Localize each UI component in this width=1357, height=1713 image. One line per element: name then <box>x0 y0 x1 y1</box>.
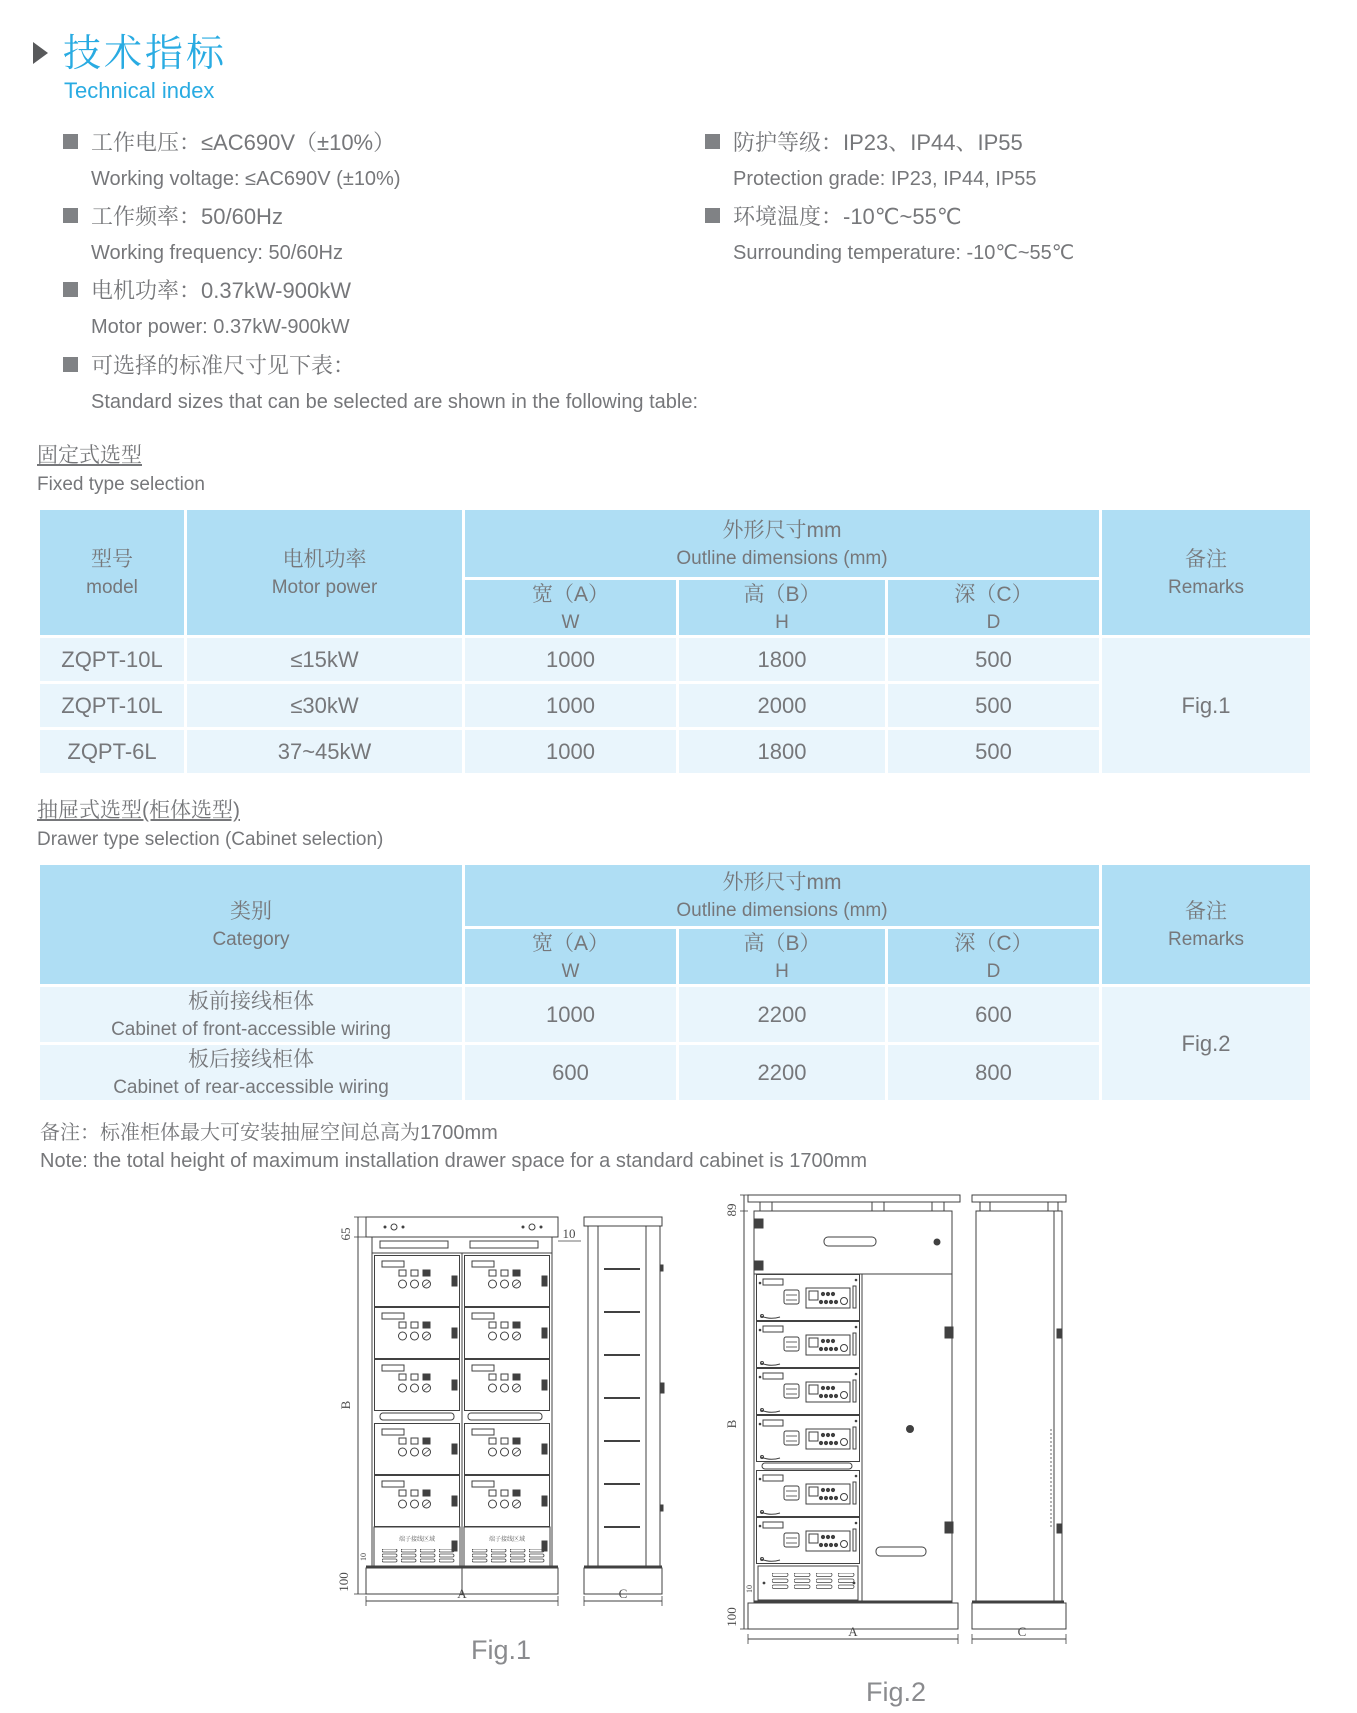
dim-label-100: 100 <box>724 1607 739 1627</box>
fig2-drawing <box>724 1179 1068 1649</box>
cell-value: ≤15kW <box>290 646 359 672</box>
header-label-en: Outline dimensions (mm) <box>676 900 888 921</box>
dim-label-89: 89 <box>724 1203 739 1217</box>
spec-item-protection-grade <box>705 124 1357 198</box>
header-label-zh: 外形尺寸mm <box>722 871 842 894</box>
cell-value: 1000 <box>546 692 595 718</box>
arrow-right-icon <box>33 42 48 64</box>
spec-item-working-voltage <box>63 124 705 198</box>
spec-en: Protection grade: IP23, IP44, IP55 <box>733 168 1037 190</box>
header-label-zh: 宽（A） <box>531 583 609 606</box>
header-remarks <box>1101 509 1312 637</box>
category-cell <box>39 1044 464 1102</box>
dim-label-65: 65 <box>338 1227 353 1241</box>
square-bullet-icon <box>63 134 78 149</box>
header-outline-dimensions <box>464 864 1101 928</box>
header-label-zh: 宽（A） <box>531 932 609 955</box>
cell-value: Fig.2 <box>1181 1030 1231 1056</box>
width-cell <box>464 683 678 729</box>
spec-en: Working frequency: 50/60Hz <box>91 242 343 264</box>
spec-en: Working voltage: ≤AC690V (±10%) <box>91 168 401 190</box>
header-height <box>678 928 887 986</box>
dim-label-B: B <box>724 1419 739 1429</box>
square-bullet-icon <box>705 208 720 223</box>
width-cell <box>464 1044 678 1102</box>
spec-zh: 防护等级：IP23、IP44、IP55 <box>733 130 1023 155</box>
footnote-zh: 备注：标准柜体最大可安装抽屉空间总高为1700mm <box>40 1122 498 1144</box>
header-label-zh: 高（B） <box>743 932 821 955</box>
square-bullet-icon <box>705 134 720 149</box>
cell-value: ZQPT-6L <box>67 738 157 764</box>
page-header <box>33 32 1357 76</box>
cell-value: 1800 <box>757 646 807 672</box>
header-label-zh: 备注 <box>1185 900 1227 923</box>
dim-label-100: 100 <box>336 1572 351 1592</box>
fig2-side-view <box>972 1195 1066 1629</box>
spec-zh: 工作频率：50/60Hz <box>91 204 283 229</box>
header-label-en: Remarks <box>1167 577 1244 598</box>
spec-en: Motor power: 0.37kW-900kW <box>91 316 350 338</box>
header-label-zh: 深（C） <box>954 583 1033 606</box>
cell-value-zh: 板后接线柜体 <box>188 1048 314 1071</box>
spec-zh: 工作电压：≤AC690V（±10%） <box>91 130 396 155</box>
spec-zh: 环境温度：-10℃~55℃ <box>733 204 962 229</box>
height-cell <box>678 729 887 775</box>
header-width <box>464 579 678 637</box>
spec-item-table-intro <box>63 347 1357 421</box>
fig1-caption: Fig.1 <box>470 1635 532 1665</box>
cell-value: 600 <box>975 1001 1012 1027</box>
fig1-side-view <box>584 1217 664 1594</box>
header-label-en: Outline dimensions (mm) <box>676 548 888 569</box>
header-label-zh: 类别 <box>230 900 272 923</box>
header-outline-dimensions <box>464 509 1101 579</box>
power-cell <box>186 637 464 683</box>
header-remarks <box>1101 864 1312 986</box>
header-label-zh: 高（B） <box>743 583 821 606</box>
fig1-terminal-area-label: 端子接线区域 <box>488 1537 526 1543</box>
spec-item-motor-power <box>63 272 705 346</box>
header-label-zh: 型号 <box>91 548 133 571</box>
cell-value-en: Cabinet of front-accessible wiring <box>111 1019 391 1040</box>
header-label-en: W <box>561 961 580 982</box>
spec-list <box>63 124 1357 346</box>
fig1-drawing <box>336 1205 666 1607</box>
section-title-en: Drawer type selection (Cabinet selection) <box>37 829 384 850</box>
header-label-zh: 电机功率 <box>282 548 367 571</box>
fixed-type-table <box>37 507 1313 776</box>
drawer-table-heading <box>37 796 1357 854</box>
depth-cell <box>887 729 1101 775</box>
header-depth <box>887 928 1101 986</box>
header-label-en: H <box>775 612 789 633</box>
header-label-en: Motor power <box>271 577 378 598</box>
cell-value: 37~45kW <box>277 738 372 764</box>
depth-cell <box>887 683 1101 729</box>
model-cell <box>39 683 186 729</box>
spec-en: Standard sizes that can be selected are shown in the following table: <box>91 391 699 413</box>
height-cell <box>678 683 887 729</box>
header-motor-power <box>186 509 464 637</box>
square-bullet-icon <box>63 208 78 223</box>
table-row <box>39 986 1312 1044</box>
cell-value: 500 <box>975 646 1012 672</box>
cell-value: 2000 <box>757 692 807 718</box>
width-cell <box>464 637 678 683</box>
power-cell <box>186 729 464 775</box>
square-bullet-icon <box>63 357 78 372</box>
dim-label-10-top: 10 <box>562 1226 576 1241</box>
dim-label-10-small: 10 <box>359 1553 368 1561</box>
depth-cell <box>887 1044 1101 1102</box>
remarks-cell <box>1101 637 1312 775</box>
cell-value: 1000 <box>546 738 595 764</box>
footnote <box>40 1119 1357 1175</box>
spec-item-surrounding-temperature <box>705 198 1357 272</box>
dim-label-10-small: 10 <box>745 1585 754 1593</box>
page-subtitle: Technical index <box>64 78 215 103</box>
footnote-en: Note: the total height of maximum installation drawer space for a standard cabinet is 1700mm <box>40 1150 868 1172</box>
header-label-en: W <box>561 612 580 633</box>
remarks-cell <box>1101 986 1312 1102</box>
header-label-en: H <box>775 961 789 982</box>
cell-value: ZQPT-10L <box>61 692 163 718</box>
table-header-row <box>39 509 1312 579</box>
page-title: 技术指标 <box>63 33 228 75</box>
cell-value: 1000 <box>546 646 595 672</box>
drawer-type-table <box>37 862 1313 1103</box>
model-cell <box>39 637 186 683</box>
section-title-en: Fixed type selection <box>37 474 205 495</box>
model-cell <box>39 729 186 775</box>
cell-value-en: Cabinet of rear-accessible wiring <box>113 1077 389 1098</box>
height-cell <box>678 637 887 683</box>
dim-label-B: B <box>338 1400 353 1410</box>
table-row <box>39 637 1312 683</box>
figure-2 <box>724 1179 1068 1708</box>
dim-label-A: A <box>848 1624 858 1639</box>
fig2-caption: Fig.2 <box>865 1677 927 1707</box>
spec-item-working-frequency <box>63 198 705 272</box>
square-bullet-icon <box>63 282 78 297</box>
cell-value: 800 <box>975 1059 1012 1085</box>
cell-value-zh: 板前接线柜体 <box>188 990 314 1013</box>
section-title-zh: 抽屉式选型(柜体选型) <box>37 799 240 822</box>
header-label-en: Category <box>212 929 290 950</box>
category-cell <box>39 986 464 1044</box>
cell-value: 2200 <box>757 1001 807 1027</box>
header-category <box>39 864 464 986</box>
depth-cell <box>887 637 1101 683</box>
cell-value: 500 <box>975 738 1012 764</box>
height-cell <box>678 1044 887 1102</box>
table-header-row <box>39 864 1312 928</box>
section-title-zh: 固定式选型 <box>37 444 142 467</box>
cell-value: Fig.1 <box>1181 692 1231 718</box>
dim-label-C: C <box>618 1586 628 1601</box>
spec-zh: 电机功率：0.37kW-900kW <box>91 278 351 303</box>
cell-value: 1800 <box>757 738 807 764</box>
header-width <box>464 928 678 986</box>
header-label-en: D <box>986 961 1001 982</box>
header-label-en: D <box>986 612 1001 633</box>
header-depth <box>887 579 1101 637</box>
depth-cell <box>887 986 1101 1044</box>
header-model <box>39 509 186 637</box>
cell-value: 500 <box>975 692 1012 718</box>
cell-value: 600 <box>552 1059 589 1085</box>
spec-zh: 可选择的标准尺寸见下表： <box>91 353 356 378</box>
cell-value: ≤30kW <box>290 692 359 718</box>
cell-value: ZQPT-10L <box>61 646 163 672</box>
header-label-en: Remarks <box>1167 929 1244 950</box>
fig1-front-view <box>366 1217 558 1594</box>
cell-value: 1000 <box>546 1001 595 1027</box>
header-label-zh: 外形尺寸mm <box>722 519 842 542</box>
width-cell <box>464 729 678 775</box>
dim-label-C: C <box>1017 1624 1027 1639</box>
width-cell <box>464 986 678 1044</box>
header-label-zh: 深（C） <box>954 932 1033 955</box>
figures-area <box>0 1179 1357 1713</box>
spec-en: Surrounding temperature: -10℃~55℃ <box>733 242 1075 264</box>
header-label-zh: 备注 <box>1185 548 1227 571</box>
power-cell <box>186 683 464 729</box>
header-height <box>678 579 887 637</box>
height-cell <box>678 986 887 1044</box>
header-label-en: model <box>86 577 138 598</box>
fixed-table-heading <box>37 441 1357 499</box>
fig2-front-view <box>748 1195 960 1629</box>
fig1-terminal-area-label: 端子接线区域 <box>398 1537 436 1543</box>
cell-value: 2200 <box>757 1059 807 1085</box>
dim-label-A: A <box>457 1586 467 1601</box>
figure-1 <box>336 1205 666 1666</box>
